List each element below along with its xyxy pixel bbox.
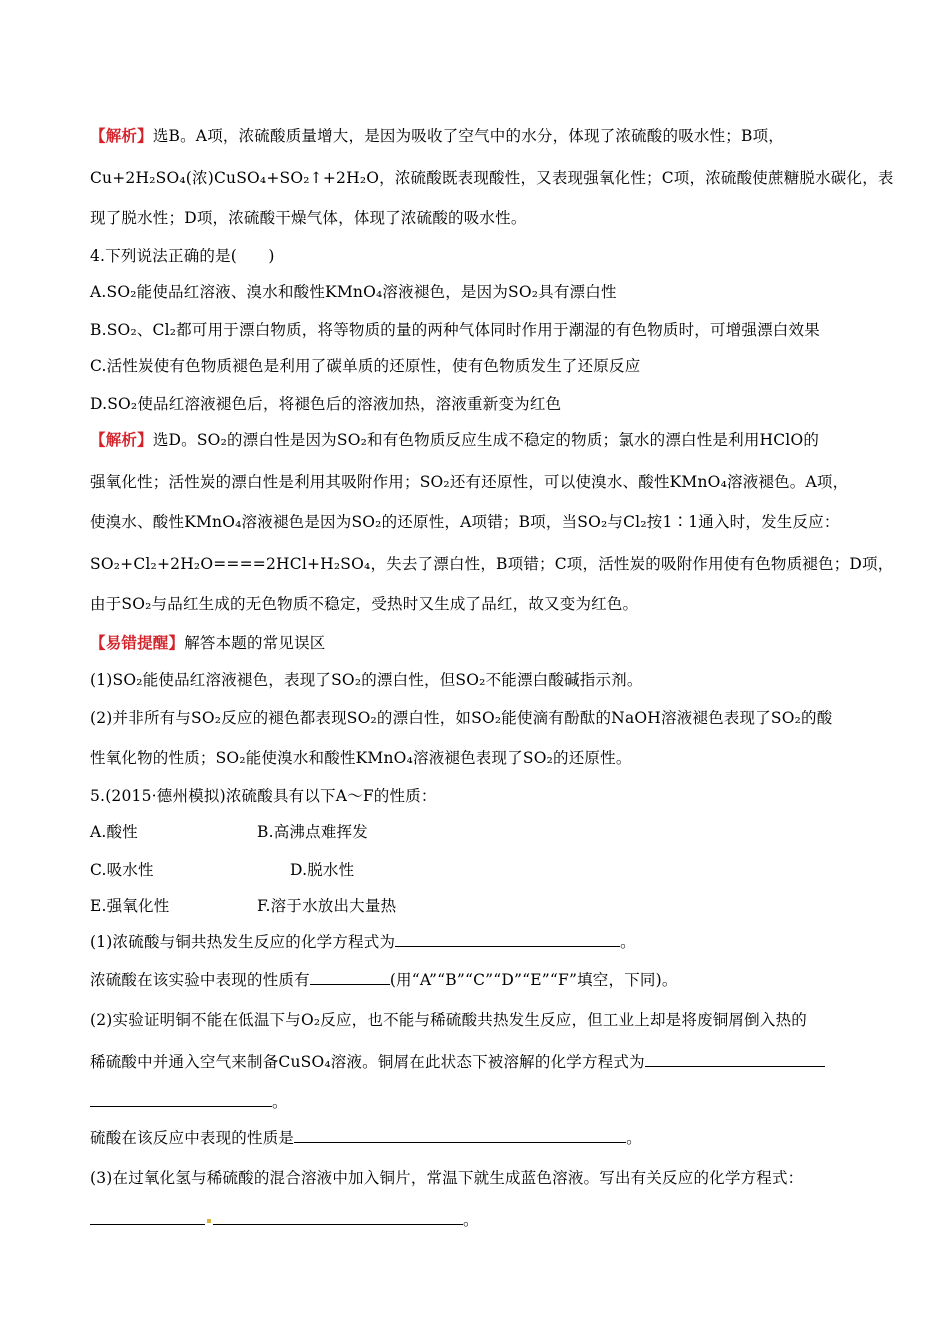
answer-blank[interactable] <box>645 1052 825 1067</box>
q4-stem: 4.下列说法正确的是( ) <box>90 247 275 265</box>
tip-point-1: (1)SO₂能使品红溶液褪色，表现了SO₂的漂白性，但SO₂不能漂白酸碱指示剂。 <box>90 671 643 689</box>
q5-option-c: C.吸水性 <box>90 861 154 879</box>
answer-blank[interactable] <box>90 1210 205 1225</box>
answer-blank[interactable] <box>294 1128 626 1143</box>
analysis-q4-line5: 由于SO₂与品红生成的无色物质不稳定，受热时又生成了品红，故又变为红色。 <box>90 595 639 613</box>
q5-sub3-line1: (3)在过氧化氢与稀硫酸的混合溶液中加入铜片，常温下就生成蓝色溶液。写出有关反应的化学方程式： <box>90 1169 804 1187</box>
q5-options-row1 <box>90 822 368 842</box>
q5-option-e: E.强氧化性 <box>90 897 170 915</box>
answer-blank[interactable] <box>310 970 390 985</box>
q4-option-c: C.活性炭使有色物质褪色是利用了碳单质的还原性，使有色物质发生了还原反应 <box>90 357 641 375</box>
q5-sub1-line2: 浓硫酸在该实验中表现的性质有 (用“A”“B”“C”“D”“E”“F”填空，下同)。 <box>90 971 678 989</box>
q4-option-b: B.SO₂、Cl₂都可用于漂白物质，将等物质的量的两种气体同时作用于潮湿的有色物质时，可增强漂白效果 <box>90 321 820 339</box>
analysis-tag: 【解析】 <box>90 126 153 145</box>
tip-tag: 【易错提醒】 <box>90 633 185 652</box>
q5-option-d: D.脱水性 <box>290 861 355 879</box>
q4-option-a: A.SO₂能使品红溶液、溴水和酸性KMnO₄溶液褪色，是因为SO₂具有漂白性 <box>90 283 617 301</box>
answer-blank[interactable] <box>90 1092 272 1107</box>
analysis-q3-line3: 现了脱水性；D项，浓硫酸干燥气体，体现了浓硫酸的吸水性。 <box>90 209 527 227</box>
q5-sub2-line3: 。 <box>90 1092 288 1112</box>
analysis-tag: 【解析】 <box>90 430 153 449</box>
q4-option-d: D.SO₂使品红溶液褪色后，将褪色后的溶液加热，溶液重新变为红色 <box>90 395 562 413</box>
analysis-q4-line3: 使溴水、酸性KMnO₄溶液褪色是因为SO₂的还原性，A项错；B项，当SO₂与Cl₂按1∶1通入时，发生反应： <box>90 513 840 531</box>
q5-option-b: B.高沸点难挥发 <box>257 823 368 841</box>
analysis-q3-line1: 【解析】选B。A项，浓硫酸质量增大，是因为吸收了空气中的水分，体现了浓硫酸的吸水性；B项， <box>90 126 784 145</box>
tip-point-2-line2: 性氧化物的性质；SO₂能使溴水和酸性KMnO₄溶液褪色表现了SO₂的还原性。 <box>90 749 632 767</box>
q5-option-f: F.溶于水放出大量热 <box>257 897 397 915</box>
tip-point-2-line1: (2)并非所有与SO₂反应的褪色都表现SO₂的漂白性，如SO₂能使滴有酚酞的NaOH溶液褪色表现了SO₂的酸 <box>90 709 833 727</box>
analysis-q4-line4: SO₂+Cl₂+2H₂O====2HCl+H₂SO₄，失去了漂白性，B项错；C项，活性炭的吸附作用使有色物质褪色；D项， <box>90 555 894 573</box>
q5-sub2-line1: (2)实验证明铜不能在低温下与O₂反应，也不能与稀硫酸共热发生反应，但工业上却是将废铜屑倒入热的 <box>90 1011 807 1029</box>
q5-sub2-line2: 稀硫酸中并通入空气来制备CuSO₄溶液。铜屑在此状态下被溶解的化学方程式为 <box>90 1052 825 1072</box>
answer-blank[interactable] <box>395 932 620 947</box>
q5-sub1-line1: (1)浓硫酸与铜共热发生反应的化学方程式为 。 <box>90 933 636 951</box>
analysis-q4-line1: 【解析】选D。SO₂的漂白性是因为SO₂和有色物质反应生成不稳定的物质；氯水的漂白性是利用HClO的 <box>90 430 820 449</box>
analysis-q3-line2: Cu+2H₂SO₄(浓)CuSO₄+SO₂↑+2H₂O，浓硫酸既表现酸性，又表现强氧化性；C项，浓硫酸使蔗糖脱水碳化，表 <box>90 169 894 187</box>
q5-options-row2 <box>90 860 355 880</box>
q5-option-a: A.酸性 <box>90 823 138 841</box>
q5-stem: 5.(2015·德州模拟)浓硫酸具有以下A～F的性质： <box>90 787 437 805</box>
q5-sub2-line4: 硫酸在该反应中表现的性质是 。 <box>90 1129 642 1147</box>
marker-dot-icon <box>207 1219 211 1223</box>
answer-blank[interactable] <box>213 1210 463 1225</box>
tip-heading: 【易错提醒】解答本题的常见误区 <box>90 633 326 652</box>
q5-options-row3 <box>90 896 397 916</box>
analysis-q4-line2: 强氧化性；活性炭的漂白性是利用其吸附作用；SO₂还有还原性，可以使溴水、酸性KMnO₄溶液褪色。A项， <box>90 473 849 491</box>
q5-sub3-line2: 。 <box>90 1210 479 1230</box>
